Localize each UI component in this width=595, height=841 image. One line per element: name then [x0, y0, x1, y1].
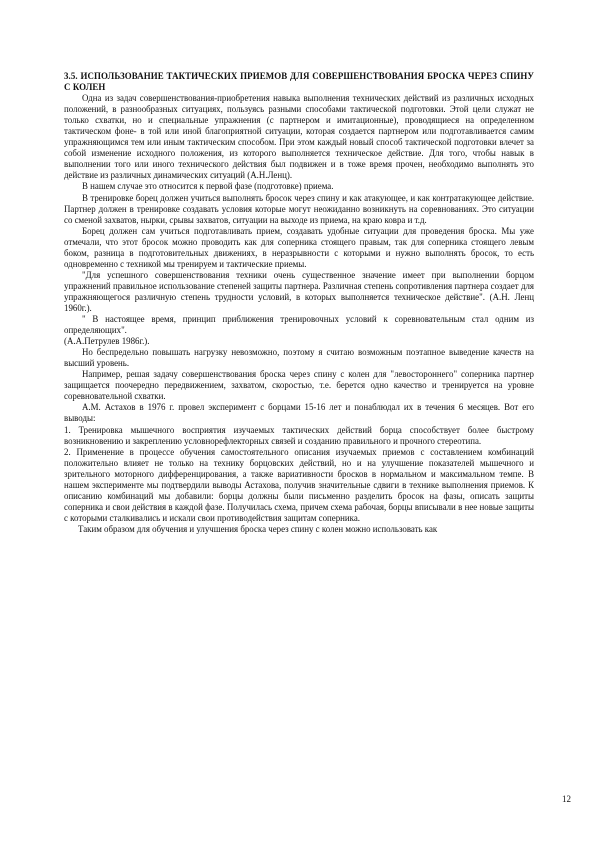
paragraph: В нашем случае это относится к первой фазе (подготовке) приема.	[82, 181, 334, 192]
paragraph: Одна из задач совершенствования-приобретения навыка выполнения технических действий из различных исходных положений, в разнообразных ситуациях, пользуясь разными способами тактической подготовки. Этой цели служат не только схватки, но и специальные упражнения (с партнером и имитационные), проводящиеся на определенном тактическом фоне- в той или иной благоприятной ситуации, которая создается партнером или подготавливается самим упражняющимся тем или иным тактическим способом. При этом каждый новый способ тактической подготовки влечет за собой изменение исходного положения, из которого выполняется техническое действие. Для того, чтобы навык в выполнении того или иного технического действия был подвижен и в тоже время прочен, необходимо выполнять это действие из различных динамических ситуаций (А.Н.Ленц).	[64, 93, 534, 181]
page-number: 12	[562, 794, 571, 804]
paragraph: Но беспредельно повышать нагрузку невозможно, поэтому я считаю возможным поэтапное выведение качеств на высший уровень.	[64, 347, 534, 369]
quote-paragraph: "Для успешного совершенствования техники очень существенное значение имеет при выполнении борцом упражнений правильное использование степеней защиты партнера. Различная степень сопротивления партнера создает для упражняющегося различную степень трудности условий, в которых выполняется техническое действие". (А.Н. Ленц 1960г.).	[64, 269, 534, 313]
citation: (А.А.Петрулев 1986г.).	[64, 336, 150, 347]
list-item: 2. Применение в процессе обучения самостоятельного описания изучаемых приемов с составлением комбинаций положительно влияет не только на технику борцовских действий, но и на улучшение показателей мышечного и зрительного моторного дифференцирования, а также вариативности бросков в нормальном и максимальном темпе. В нашем эксперименте мы подтвердили выводы Астахова, получив значительные сдвиги в технике выполнения приемов. К описанию комбинаций мы добавили: борцы должны были письменно разделить бросок на фазы, описать защиты соперника и свои действия в каждой фазе. Получилась схема, причем схема рабочая, борцы вписывали в нее новые защиты с которыми сталкивались и искали свои противодействия защитам соперника.	[64, 446, 534, 523]
paragraph: А.М. Астахов в 1976 г. провел эксперимент с борцами 15-16 лет и понаблюдал их в течения 6 месяцев. Вот его выводы:	[64, 402, 534, 424]
paragraph: В тренировке борец должен учиться выполнять бросок через спину и как атакующее, и как контратакующее действие. Партнер должен в тренировке создавать условия которые могут неожиданно возникнуть на соревнованиях. Это ситуации со сменой захватов, нырки, срывы захватов, ситуации на выходе из приема, на краю ковра и т.д.	[64, 192, 534, 225]
section-heading: 3.5. ИСПОЛЬЗОВАНИЕ ТАКТИЧЕСКИХ ПРИЕМОВ ДЛЯ СОВЕРШЕНСТВОВАНИЯ БРОСКА ЧЕРЕЗ СПИНУ С КОЛЕН	[64, 71, 534, 93]
paragraph: Таким образом для обучения и улучшения броска через спину с колен можно использовать как	[78, 523, 438, 534]
quote-paragraph: " В настоящее время, принцип приближения тренировочных условий к соревновательным стал одним из определяющих".	[64, 314, 534, 336]
page-content	[64, 71, 534, 535]
list-item: 1. Тренировка мышечного восприятия изучаемых тактических действий борца способствует более быстрому возникновению и закреплению условнорефлекторных связей и созданию правильного и прочного стереотипа.	[64, 424, 534, 446]
paragraph: Например, решая задачу совершенствования броска через спину с колен для "левостороннего" соперника партнер защищается поочередно передвижением, захватом, скоростью, т.е. берется одно качество и тренируется на уровне соревновательной схватки.	[64, 369, 534, 402]
paragraph: Борец должен сам учиться подготавливать прием, создавать удобные ситуации для проведения броска. Мы уже отмечали, что этот бросок можно проводить как для соперника стоящего правым, так для соперника стоящего левым боком, разница в подготовительных движениях, в неразрывности с которыми и нужно выполнять бросок, то есть одновременно с техникой мы тренируем и тактические приемы.	[64, 225, 534, 269]
